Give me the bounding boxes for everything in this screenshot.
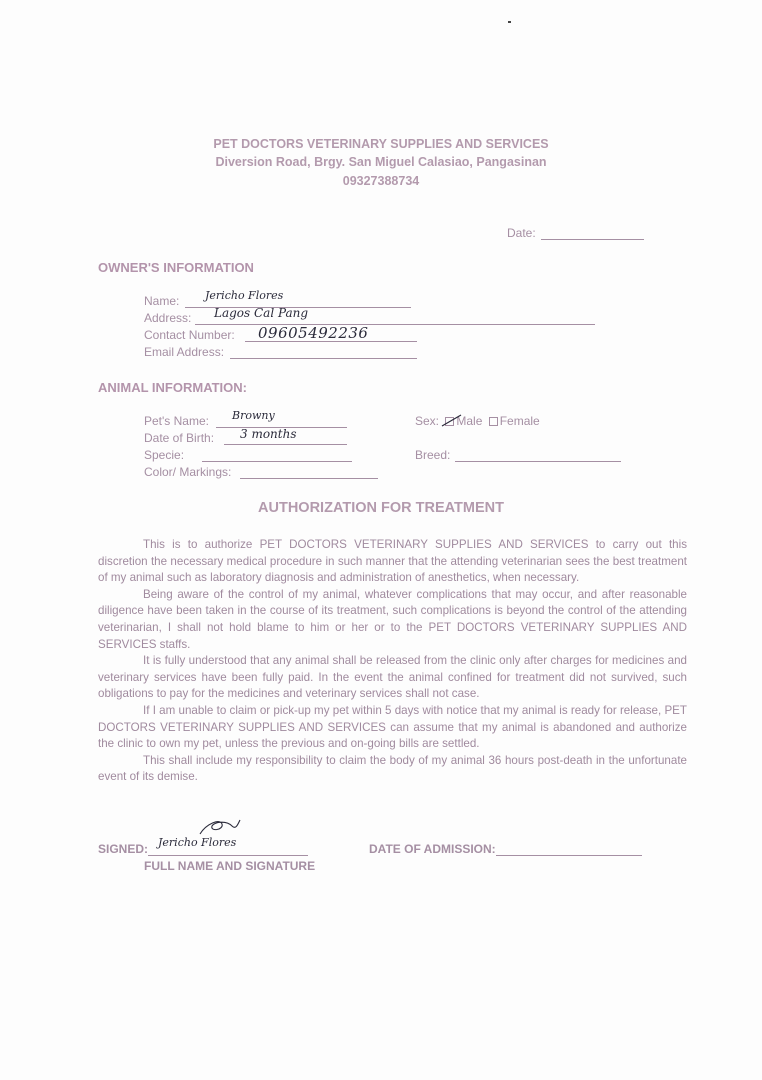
date-label: Date: [507, 226, 536, 240]
contact-number-handwriting: 09605492236 [258, 324, 369, 342]
pet-name-handwriting: Browny [232, 409, 275, 422]
owner-section-title: OWNER'S INFORMATION [98, 260, 254, 275]
signature-flourish-icon [196, 816, 246, 842]
authorization-paragraph-1: This is to authorize PET DOCTORS VETERINARY SUPPLIES AND SERVICES to carry out this discretion the necessary medical procedure in such manner that the attending veterinarian sees the best treatment of my animal such as laboratory diagnosis and administration of anesthetics, when necessary. [98, 538, 687, 585]
authorization-paragraph-3: It is fully understood that any animal shall be released from the clinic only after charges for medicines and veterinary services have been fully paid. In the event the animal confined for treatment did not survived, such obligations to pay for the medicines and veterinary services shall not case. [98, 654, 687, 701]
contact-number-label: Contact Number: [144, 328, 235, 342]
date-of-admission-field[interactable] [496, 855, 642, 856]
date-of-admission-label: DATE OF ADMISSION: [369, 842, 496, 856]
date-of-birth-label: Date of Birth: [144, 431, 215, 445]
male-checkmark-icon [440, 412, 464, 430]
authorization-paragraph-5: This shall include my responsibility to claim the body of my animal 36 hours post-death in the unfortunate event of its demise. [98, 753, 687, 784]
specie-field[interactable] [202, 461, 352, 462]
date-field[interactable] [541, 239, 644, 240]
authorization-title: AUTHORIZATION FOR TREATMENT [258, 500, 504, 516]
owner-address-handwriting: Lagos Cal Pang [214, 306, 309, 320]
email-address-label: Email Address: [144, 345, 225, 359]
date-of-birth-field[interactable] [224, 444, 347, 445]
company-phone: 09327388734 [342, 174, 420, 188]
owner-name-label: Name: [144, 294, 180, 308]
full-name-signature-label: FULL NAME AND SIGNATURE [144, 859, 316, 873]
breed-label: Breed: [415, 448, 451, 462]
sex-female-label: Female [499, 414, 540, 428]
scan-speck [508, 21, 511, 23]
sex-male-label: Male [456, 414, 483, 428]
authorization-body [98, 537, 687, 786]
date-of-birth-handwriting: 3 months [240, 427, 297, 441]
sex-female-checkbox[interactable] [489, 417, 498, 426]
color-markings-label: Color/ Markings: [144, 465, 232, 479]
company-address: Diversion Road, Brgy. San Miguel Calasiao, Pangasinan [215, 155, 547, 169]
pet-name-label: Pet's Name: [144, 414, 209, 428]
signature-handwriting: Jericho Flores [158, 836, 237, 849]
signature-field[interactable] [148, 855, 308, 856]
color-markings-field[interactable] [240, 478, 378, 479]
sex-label: Sex: [415, 414, 440, 428]
authorization-paragraph-4: If I am unable to claim or pick-up my pet within 5 days with notice that my animal is ready for release, PET DOCTORS VETERINARY SUPPLIES AND SERVICES can assume that my animal is abandoned and authorize the clinic to own my pet, unless the previous and on-going bills are settled. [98, 703, 687, 751]
breed-field[interactable] [455, 461, 621, 462]
company-name: PET DOCTORS VETERINARY SUPPLIES AND SERVICES [213, 137, 549, 151]
owner-address-label: Address: [144, 311, 192, 325]
email-address-field[interactable] [230, 358, 417, 359]
owner-name-handwriting: Jericho Flores [205, 289, 284, 302]
authorization-paragraph-2: Being aware of the control of my animal, whatever complications that may occur, and after reasonable diligence have been taken in the course of its treatment, such complications is beyond the control of the attending veterinarian, I shall not hold blame to him or her or to the PET DOCTORS VETERINARY SUPPLIES AND SERVICES staffs. [98, 587, 687, 651]
animal-section-title: ANIMAL INFORMATION: [98, 380, 247, 395]
sex-row [415, 414, 540, 428]
owner-address-field[interactable] [195, 324, 595, 325]
signed-label: SIGNED: [98, 842, 149, 856]
specie-label: Specie: [144, 448, 185, 462]
